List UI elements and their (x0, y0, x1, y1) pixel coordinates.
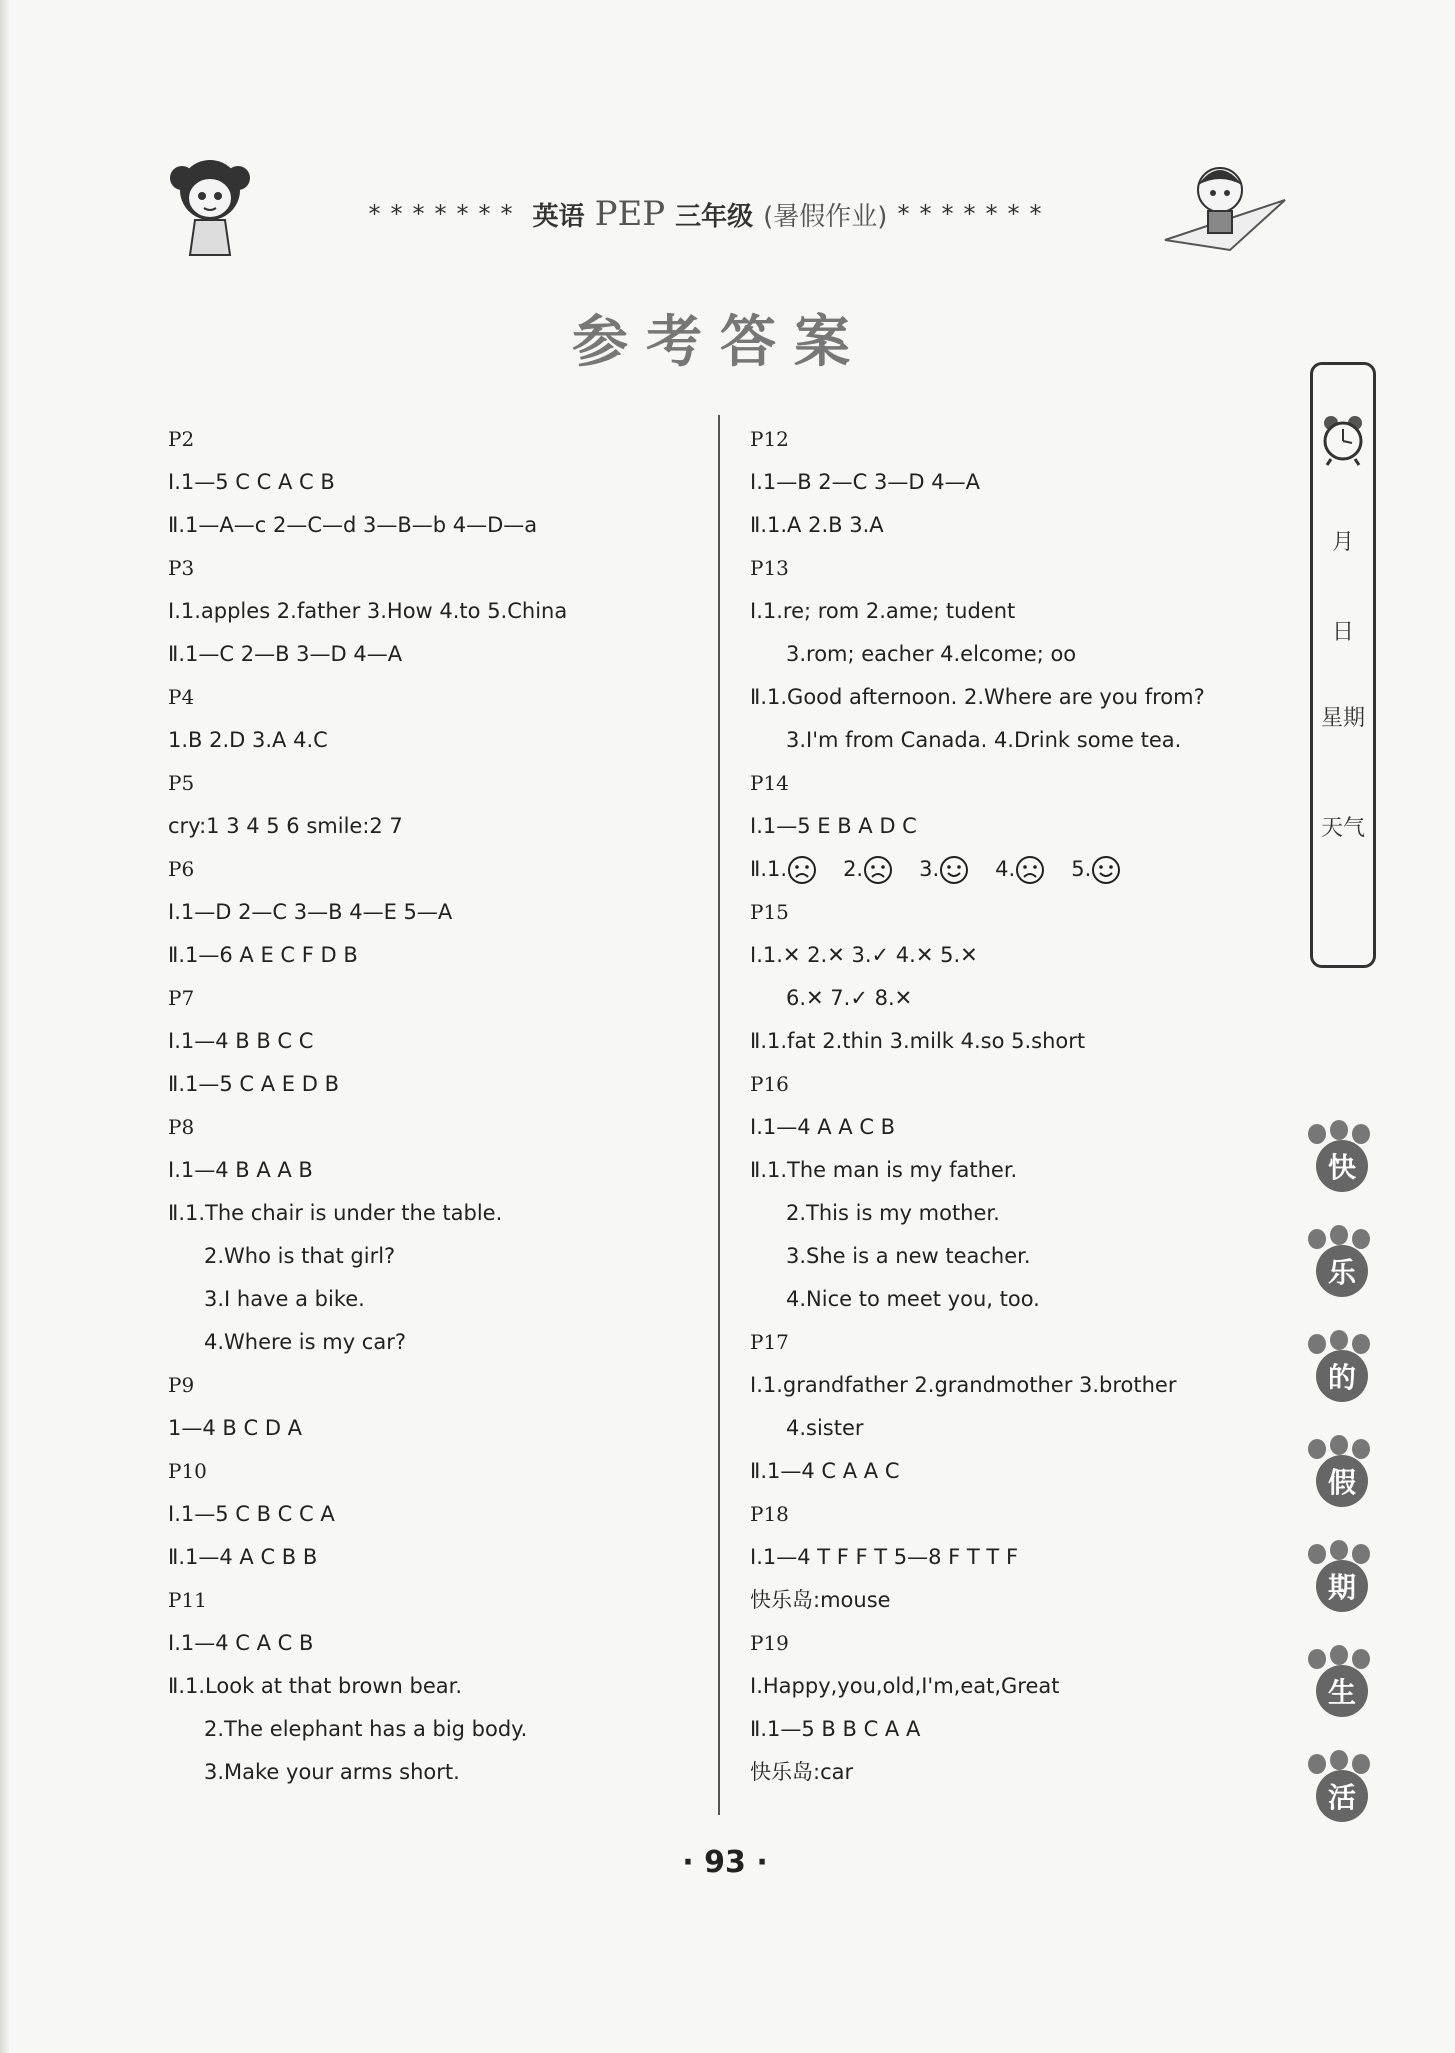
paw-char: 快 (1316, 1140, 1368, 1192)
answer-line: 2.The elephant has a big body. (204, 1717, 528, 1741)
answer-line: Ⅱ.1.A 2.B 3.A (750, 513, 884, 537)
weather-label: 天气 (1320, 816, 1365, 841)
face-label: 3. (919, 857, 940, 881)
answer-line: Ⅱ.1—5 B B C A A (750, 1717, 921, 1741)
answer-line: Ⅰ.Happy,you,old,I'm,eat,Great (750, 1674, 1060, 1698)
answer-line: Ⅰ.1—D 2—C 3—B 4—E 5—A (168, 900, 453, 924)
page-label: P18 (750, 1502, 789, 1526)
paw-badge (1300, 1120, 1380, 1200)
answers-right-column (750, 418, 1270, 1794)
page-edge (0, 0, 10, 2053)
page-label: P3 (168, 556, 195, 580)
header-grade: 三年级 (675, 201, 754, 232)
page-label: P9 (168, 1373, 195, 1397)
paw-badge (1300, 1225, 1380, 1305)
answer-line: Ⅱ.1.Look at that brown bear. (168, 1674, 463, 1698)
paw-char: 假 (1316, 1455, 1368, 1507)
page-label: P8 (168, 1115, 195, 1139)
alarm-clock-icon (1321, 413, 1365, 467)
page-label: P11 (168, 1588, 207, 1612)
page-label: P17 (750, 1330, 789, 1354)
column-divider (718, 415, 720, 1815)
paw-char: 期 (1316, 1560, 1368, 1612)
answer-line: 4.Nice to meet you, too. (786, 1287, 1040, 1311)
answer-line: Ⅱ.1—4 A C B B (168, 1545, 318, 1569)
answer-line: Ⅰ.1—B 2—C 3—D 4—A (750, 470, 980, 494)
answer-line: Ⅰ.1.re; rom 2.ame; tudent (750, 599, 1016, 623)
face-label: 5. (1071, 857, 1092, 881)
answer-line: Ⅱ.1—6 A E C F D B (168, 943, 358, 967)
girl-illustration (160, 150, 260, 260)
answer-line: 4.Where is my car? (204, 1330, 407, 1354)
answer-line: Ⅱ.1—4 C A A C (750, 1459, 900, 1483)
answer-line: Ⅱ.1.The man is my father. (750, 1158, 1018, 1182)
header-edition: PEP (594, 194, 666, 234)
header-subject: 英语 (532, 201, 585, 232)
page-label: P19 (750, 1631, 789, 1655)
paw-badge (1300, 1750, 1380, 1830)
answer-line: 3.Make your arms short. (204, 1760, 460, 1784)
paw-badge (1300, 1330, 1380, 1410)
happy-face-icon (939, 855, 969, 885)
header-stars-right: ******* (897, 200, 1052, 228)
side-calendar-box (1310, 362, 1376, 968)
answer-line: Ⅱ.1—5 C A E D B (168, 1072, 339, 1096)
page-label: P13 (750, 556, 789, 580)
boy-paper-plane-illustration (1160, 155, 1290, 255)
answer-line: Ⅱ.1—C 2—B 3—D 4—A (168, 642, 403, 666)
face-label: 4. (995, 857, 1016, 881)
answer-line: 3.rom; eacher 4.elcome; oo (786, 642, 1077, 666)
page-label: P6 (168, 857, 195, 881)
answer-line: Ⅰ.1—5 E B A D C (750, 814, 917, 838)
answer-line: 快乐岛:car (750, 1760, 854, 1784)
answer-line: Ⅰ.1—4 A A C B (750, 1115, 896, 1139)
page-title: 参考答案 (572, 310, 868, 375)
answer-line: Ⅰ.1—4 T F F T 5—8 F T T F (750, 1545, 1019, 1569)
answer-line: 6.✕ 7.✓ 8.✕ (786, 986, 913, 1010)
day-label: 日 (1331, 620, 1354, 645)
answer-line: 3.She is a new teacher. (786, 1244, 1031, 1268)
answer-line: Ⅰ.1—5 C B C C A (168, 1502, 335, 1526)
answer-line: Ⅰ.1.grandfather 2.grandmother 3.brother (750, 1373, 1177, 1397)
page-label: P12 (750, 427, 789, 451)
answer-line: Ⅰ.1—4 C A C B (168, 1631, 314, 1655)
header-vacation: (暑假作业) (763, 201, 888, 232)
paw-char: 乐 (1316, 1245, 1368, 1297)
sad-face-icon (863, 855, 893, 885)
answer-line: Ⅱ.1.Good afternoon. 2.Where are you from? (750, 685, 1205, 709)
answer-line: Ⅰ.1—4 B B C C (168, 1029, 314, 1053)
answer-line: 3.I'm from Canada. 4.Drink some tea. (786, 728, 1182, 752)
page-label: P5 (168, 771, 195, 795)
month-label: 月 (1331, 530, 1354, 555)
answer-line: cry:1 3 4 5 6 smile:2 7 (168, 814, 403, 838)
paw-char: 活 (1316, 1770, 1368, 1822)
paw-badge (1300, 1435, 1380, 1515)
answer-line: Ⅰ.1.✕ 2.✕ 3.✓ 4.✕ 5.✕ (750, 943, 978, 967)
faces-prefix: Ⅱ. (750, 857, 768, 881)
happy-face-icon (1091, 855, 1121, 885)
answer-line: 2.Who is that girl? (204, 1244, 396, 1268)
answer-line: 2.This is my mother. (786, 1201, 1000, 1225)
faces-answer-row (750, 848, 1270, 891)
page-header (160, 150, 1290, 260)
weekday-label: 星期 (1320, 706, 1365, 731)
page-label: P16 (750, 1072, 789, 1096)
answer-line: Ⅱ.1.The chair is under the table. (168, 1201, 503, 1225)
page-label: P4 (168, 685, 195, 709)
page-label: P2 (168, 427, 195, 451)
answer-line: 4.sister (786, 1416, 864, 1440)
paw-char: 的 (1316, 1350, 1368, 1402)
page-label: P10 (168, 1459, 207, 1483)
answer-line: 快乐岛:mouse (750, 1588, 891, 1612)
sad-face-icon (1015, 855, 1045, 885)
page-label: P14 (750, 771, 789, 795)
answer-line: 1—4 B C D A (168, 1416, 303, 1440)
paw-char: 生 (1316, 1665, 1368, 1717)
answers-left-column (168, 418, 708, 1794)
page-label: P7 (168, 986, 195, 1010)
page-number: · 93 · (682, 1845, 768, 1880)
answer-line: Ⅰ.1—4 B A A B (168, 1158, 313, 1182)
answer-line: 1.B 2.D 3.A 4.C (168, 728, 328, 752)
answer-line: Ⅰ.1.apples 2.father 3.How 4.to 5.China (168, 599, 568, 623)
answer-line: 3.I have a bike. (204, 1287, 365, 1311)
header-title-line (280, 194, 1140, 234)
paw-badge (1300, 1645, 1380, 1725)
face-label: 2. (843, 857, 864, 881)
face-label: 1. (767, 857, 788, 881)
answer-line: Ⅱ.1.fat 2.thin 3.milk 4.so 5.short (750, 1029, 1086, 1053)
sad-face-icon (787, 855, 817, 885)
header-stars-left: ******* (368, 200, 523, 228)
page-label: P15 (750, 900, 789, 924)
answer-line: Ⅱ.1—A—c 2—C—d 3—B—b 4—D—a (168, 513, 538, 537)
paw-badge (1300, 1540, 1380, 1620)
answer-line: Ⅰ.1—5 C C A C B (168, 470, 335, 494)
